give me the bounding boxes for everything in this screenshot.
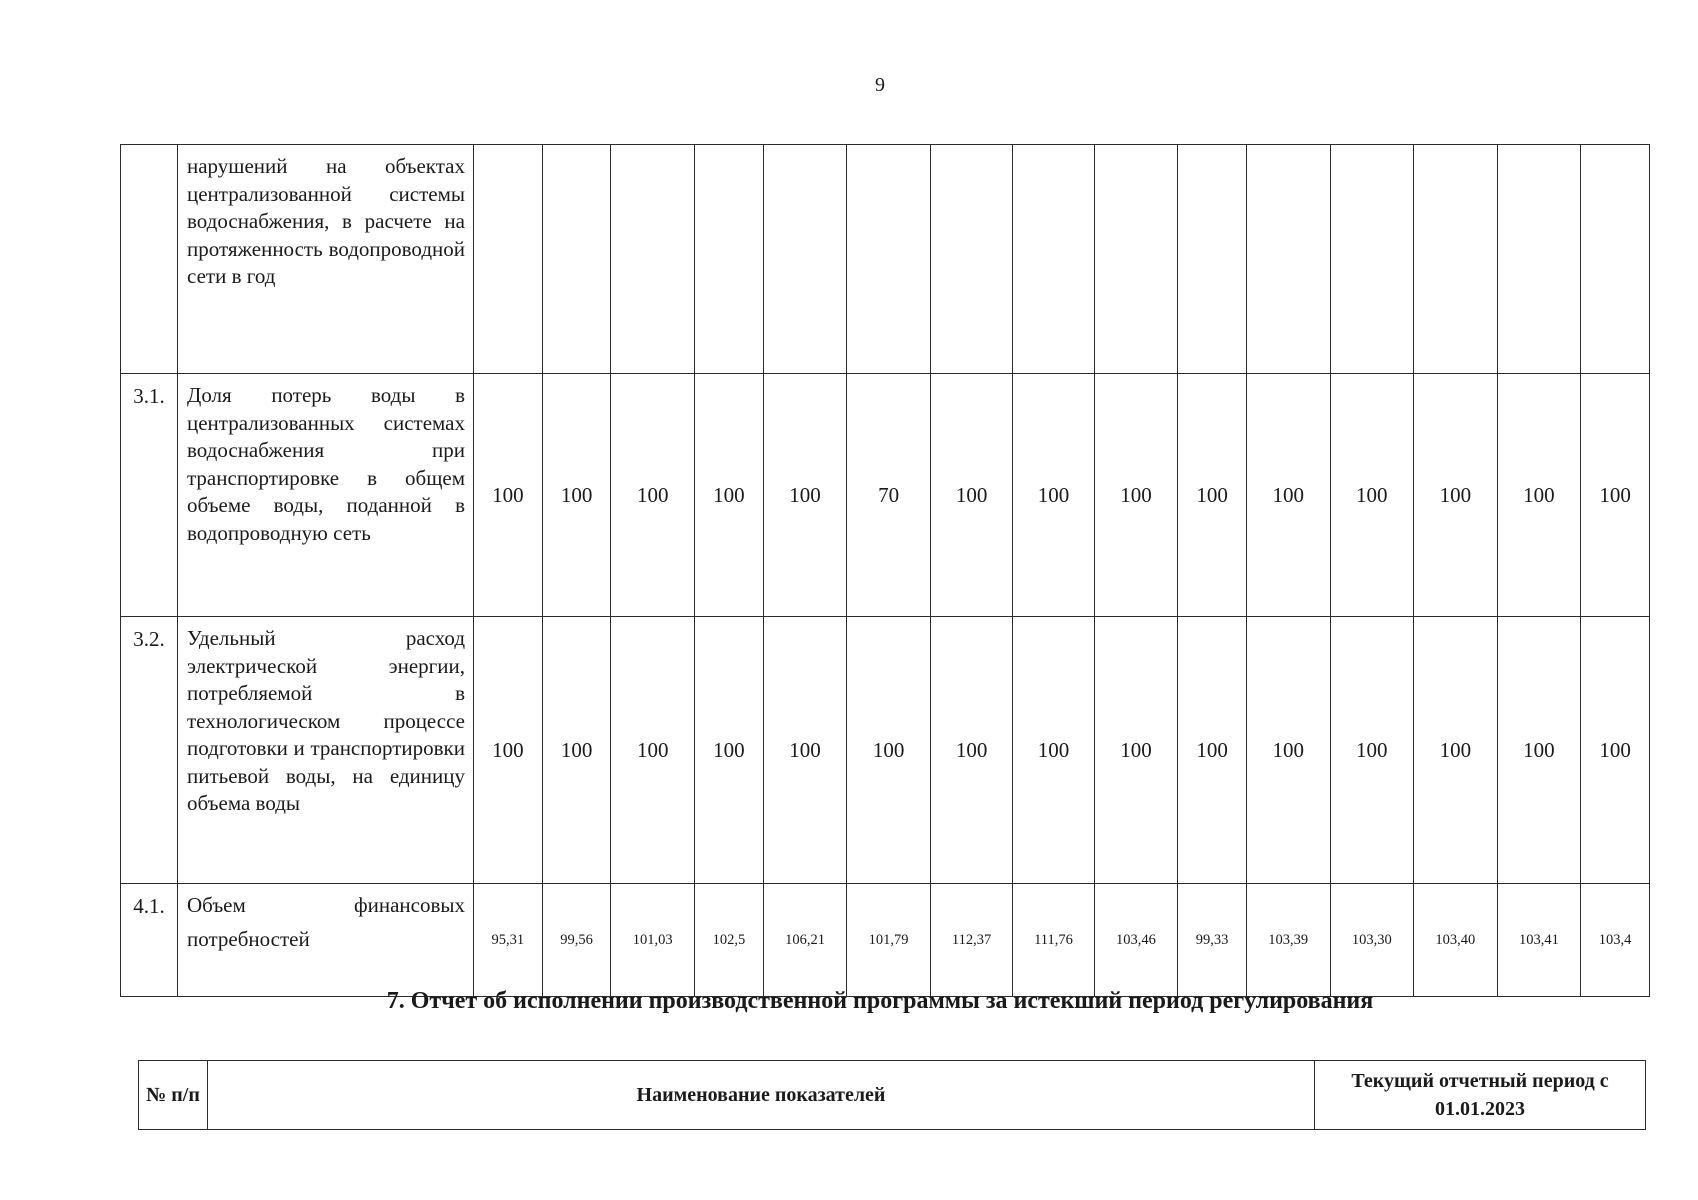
value-cell: 103,4: [1581, 884, 1650, 997]
indicator-name: Объем финансовых потребностей: [178, 884, 474, 997]
value-cell: 100: [1414, 374, 1498, 617]
report-table: [138, 1060, 1646, 1130]
value-cell: 100: [1178, 617, 1247, 884]
value-cell: 100: [1246, 617, 1330, 884]
value-cell: 103,46: [1094, 884, 1178, 997]
value-cell: 100: [611, 617, 695, 884]
value-cell: 100: [1497, 374, 1581, 617]
value-cell: 95,31: [474, 884, 543, 997]
value-cell: 100: [1178, 374, 1247, 617]
value-cell: [1178, 145, 1247, 374]
value-cell: 100: [1094, 617, 1178, 884]
value-cell: 100: [611, 374, 695, 617]
table-row: [121, 374, 1650, 617]
row-number: 4.1.: [121, 884, 178, 997]
value-cell: 103,30: [1330, 884, 1414, 997]
value-cell: 99,33: [1178, 884, 1247, 997]
value-cell: [1246, 145, 1330, 374]
value-cell: 100: [542, 374, 611, 617]
indicator-name: Доля потерь воды в централизованных системах водоснабжения при транспортировке в общем объеме воды, поданной в водопроводную сеть: [178, 374, 474, 617]
value-cell: 100: [474, 374, 543, 617]
value-cell: 102,5: [695, 884, 764, 997]
value-cell: 70: [847, 374, 931, 617]
value-cell: 103,41: [1497, 884, 1581, 997]
indicator-name: нарушений на объектах централизованной системы водоснабжения, в расчете на протяженность водопроводной сети в год: [178, 145, 474, 374]
indicators-table: [120, 144, 1650, 997]
value-cell: 103,39: [1246, 884, 1330, 997]
value-cell: 100: [930, 374, 1012, 617]
value-cell: 103,40: [1414, 884, 1498, 997]
value-cell: 100: [1246, 374, 1330, 617]
value-cell: [695, 145, 764, 374]
value-cell: [1581, 145, 1650, 374]
value-cell: 100: [1330, 374, 1414, 617]
indicator-name: Удельный расход электрической энергии, потребляемой в технологическом процессе подготовки и транспортировки питьевой воды, на единицу объема воды: [178, 617, 474, 884]
table-row: [121, 884, 1650, 997]
table-row: [121, 145, 1650, 374]
value-cell: [930, 145, 1012, 374]
value-cell: [542, 145, 611, 374]
value-cell: 100: [1330, 617, 1414, 884]
value-cell: 101,79: [847, 884, 931, 997]
value-cell: [1497, 145, 1581, 374]
row-number: 3.2.: [121, 617, 178, 884]
header-current-period: Текущий отчетный период с 01.01.2023: [1315, 1061, 1646, 1130]
value-cell: 100: [474, 617, 543, 884]
value-cell: 100: [695, 374, 764, 617]
value-cell: 100: [1497, 617, 1581, 884]
table-row: [121, 617, 1650, 884]
header-num: № п/п: [139, 1061, 208, 1130]
value-cell: 100: [1013, 374, 1094, 617]
value-cell: [1094, 145, 1178, 374]
value-cell: 100: [1013, 617, 1094, 884]
value-cell: 99,56: [542, 884, 611, 997]
value-cell: 106,21: [763, 884, 847, 997]
value-cell: 100: [1414, 617, 1498, 884]
value-cell: 100: [1581, 374, 1650, 617]
value-cell: 100: [930, 617, 1012, 884]
value-cell: [847, 145, 931, 374]
value-cell: 100: [1581, 617, 1650, 884]
value-cell: [1414, 145, 1498, 374]
value-cell: 100: [763, 374, 847, 617]
row-number: [121, 145, 178, 374]
value-cell: 100: [763, 617, 847, 884]
value-cell: 100: [847, 617, 931, 884]
value-cell: [611, 145, 695, 374]
value-cell: [1330, 145, 1414, 374]
value-cell: [1013, 145, 1094, 374]
value-cell: 100: [695, 617, 764, 884]
page-number: 9: [875, 74, 885, 96]
value-cell: 100: [542, 617, 611, 884]
header-indicator-name: Наименование показателей: [208, 1061, 1315, 1130]
value-cell: 100: [1094, 374, 1178, 617]
report-header-row: [139, 1061, 1646, 1130]
value-cell: 112,37: [930, 884, 1012, 997]
section-heading: 7. Отчет об исполнении производственной программы за истекший период регулирования: [386, 988, 1374, 1014]
value-cell: [474, 145, 543, 374]
value-cell: 101,03: [611, 884, 695, 997]
value-cell: 111,76: [1013, 884, 1094, 997]
row-number: 3.1.: [121, 374, 178, 617]
value-cell: [763, 145, 847, 374]
